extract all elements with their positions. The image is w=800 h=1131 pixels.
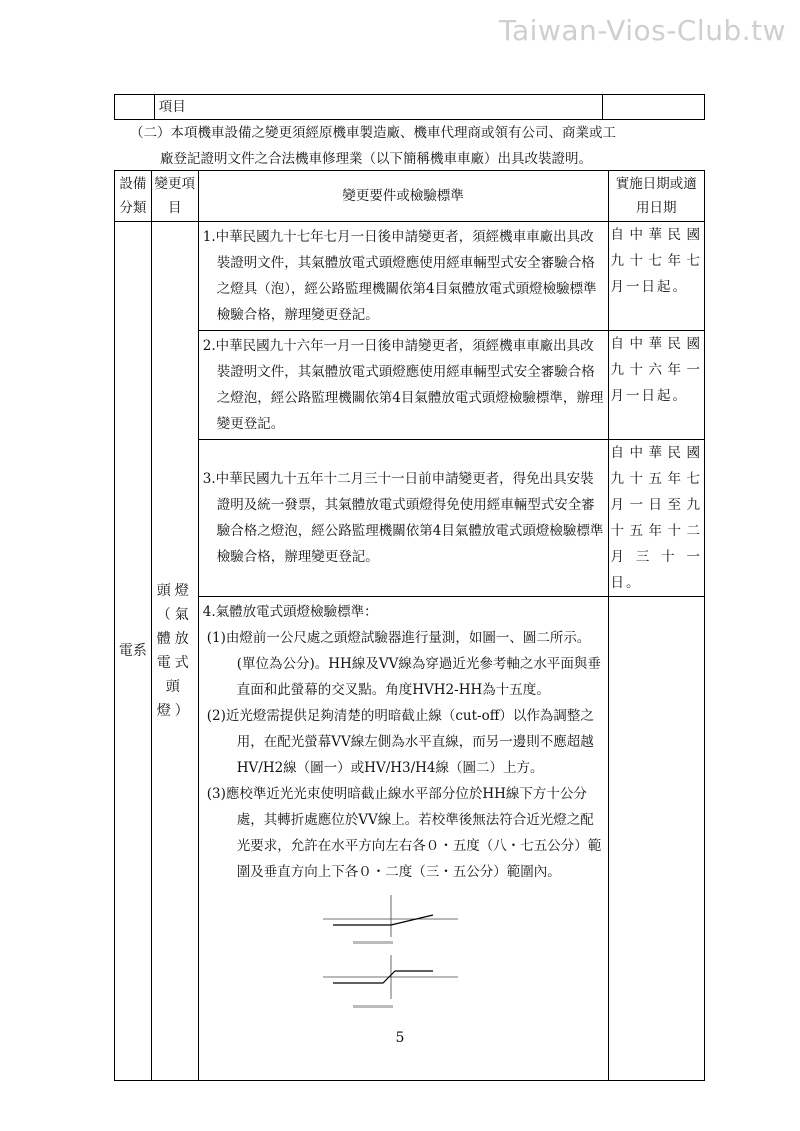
rule-4-title: 4.氣體放電式頭燈檢驗標準： [202, 604, 378, 620]
header-requirement: 變更要件或檢驗標準 [198, 171, 608, 222]
rule-3-date: 自中華民國九十五年七月一日至九十五年十二月三十一日。 [608, 440, 705, 597]
rule-2-date: 自中華民國九十六年一月一日起。 [608, 331, 705, 440]
figure-1-caption [353, 941, 393, 944]
rule-4-item-3: (3)應校準近光光束使明暗截止線水平部分位於HH線下方十公分處，其轉折處應位於VV線上。若校準後無法符合近光燈之配光要求，允許在水平方向左右各０・五度（八・七五公分）範圍及垂直方向上下各０・二度（三・五公分）範圍內。 [206, 786, 602, 880]
category-cell: 電系 [115, 222, 152, 1081]
figure-2-caption [353, 1005, 393, 1008]
note-paragraph [130, 120, 710, 172]
rule-2-text: 2.中華民國九十六年一月一日後申請變更者，須經機車車廠出具改裝證明文件，其氣體放電式頭燈應使用經車輛型式安全審驗合格之燈泡，經公路監理機關依第4目氣體放電式頭燈檢驗標準，辦理變更登記。 [202, 338, 604, 432]
header-item: 變更項目 [151, 171, 198, 222]
figure-2 [323, 955, 458, 999]
rule-4-item-1: (1)由燈前一公尺處之頭燈試驗器進行量測，如圖一、圖二所示。(單位為公分)。HH線及VV線為穿過近光參考軸之水平面與垂直面和此螢幕的交叉點。角度HVH2-HH為十五度。 [206, 630, 601, 698]
note-line-2: 廠登記證明文件之合法機車修理業（以下簡稱機車車廠）出具改裝證明。 [160, 151, 592, 167]
regulation-table [114, 170, 705, 1081]
rule-3-text: 3.中華民國九十五年十二月三十一日前申請變更者，得免出具安裝證明及統一發票，其氣體放電式頭燈得免使用經車輛型式安全審驗合格之燈泡，經公路監理機關依第4目氣體放電式頭燈檢驗標準檢驗合格，辦理變更登記。 [202, 471, 604, 565]
note-line-1: （二）本項機車設備之變更須經原機車製造廠、機車代理商或領有公司、商業或工 [130, 125, 616, 141]
item-cell: 頭燈（氣體放電式頭燈） [151, 222, 198, 1081]
beam-pattern-figures [323, 895, 463, 1015]
watermark: Taiwan-Vios-Club.tw [499, 14, 786, 47]
rule-1-date: 自中華民國九十七年七月一日起。 [608, 222, 705, 331]
top-row-label: 項目 [154, 95, 602, 120]
rule-4-item-2: (2)近光燈需提供足夠清楚的明暗截止線（cut-off）以作為調整之用，在配光螢幕VV線左側為水平直線，而另一邊則不應超越HV/H2線（圖一）或HV/H3/H4線（圖二）上方。 [206, 708, 594, 776]
header-category: 設備分類 [115, 171, 152, 222]
figures [323, 895, 606, 1024]
rule-1-text: 1.中華民國九十七年七月一日後申請變更者，須經機車車廠出具改裝證明文件，其氣體放電式頭燈應使用經車輛型式安全審驗合格之燈具（泡），經公路監理機關依第4目氣體放電式頭燈檢驗標準檢驗合格，辦理變更登記。 [202, 229, 597, 323]
figure-1 [323, 895, 458, 937]
page-number: 5 [395, 1030, 405, 1046]
top-row-table [114, 94, 705, 120]
header-date: 實施日期或適用日期 [608, 171, 705, 222]
